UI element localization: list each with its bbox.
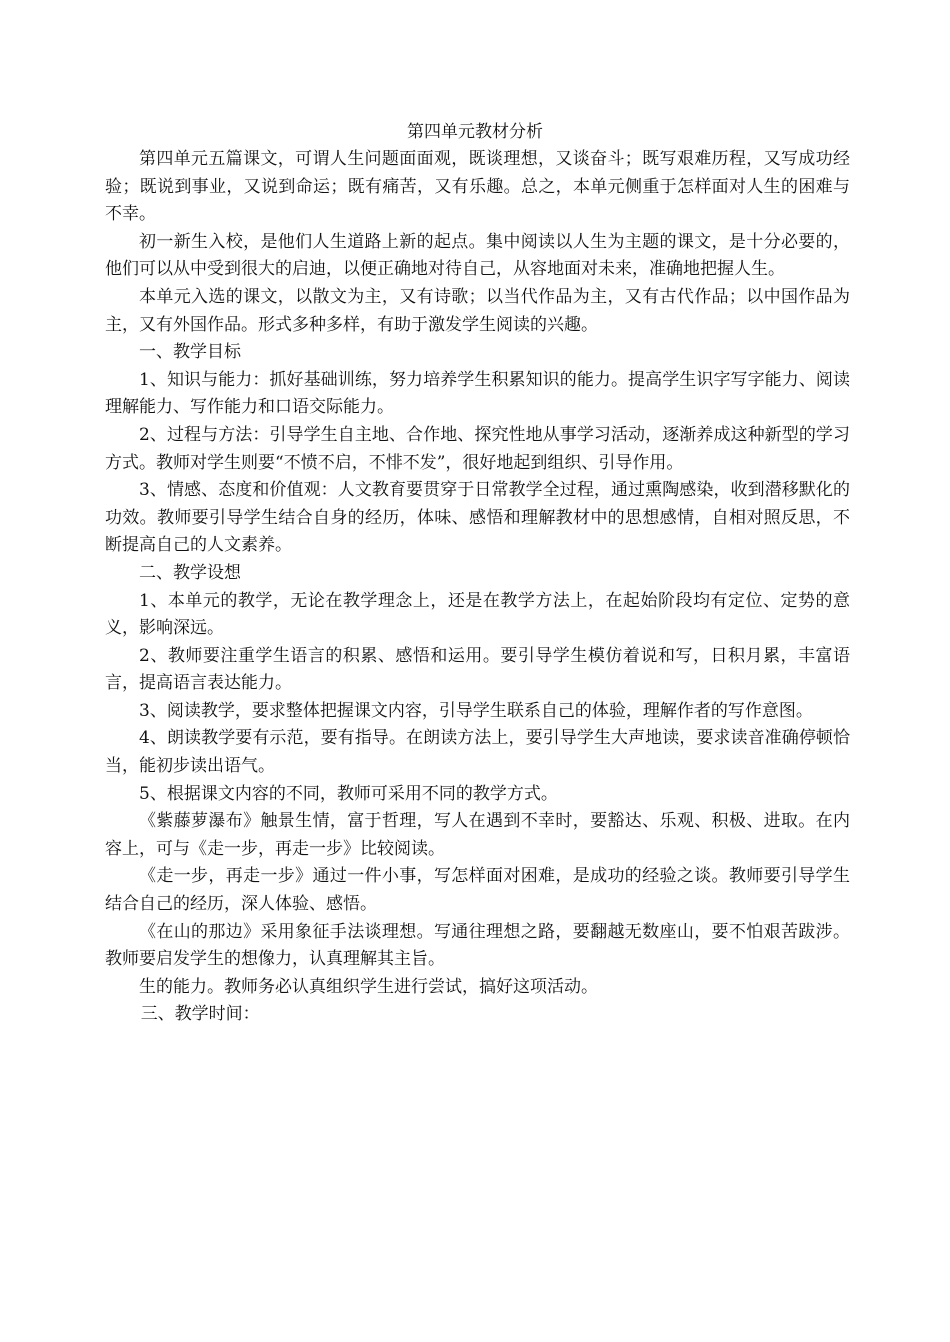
text-note-mountain: 《在山的那边》采用象征手法谈理想。写通往理想之路，要翻越无数座山，要不怕艰苦跋涉。教师要启发学生的想像力，认真理解其主旨。 — [105, 921, 850, 970]
goal-process-method: 2、过程与方法：引导学生自主地、合作地、探究性地从事学习活动，逐渐养成这种新型的学习方式。教师对学生则要“不愤不启，不悱不发”，很好地起到组织、引导作用。 — [105, 424, 850, 473]
paragraph-selected-texts: 本单元入选的课文，以散文为主，又有诗歌；以当代作品为主，又有古代作品；以中国作品为主，又有外国作品。形式多种多样，有助于激发学生阅读的兴趣。 — [105, 286, 850, 335]
paragraph-intro: 第四单元五篇课文，可谓人生问题面面观，既谈理想，又谈奋斗；既写艰难历程，又写成功经验；既说到事业，又说到命运；既有痛苦，又有乐趣。总之，本单元侧重于怎样面对人生的困难与不幸。 — [105, 149, 850, 225]
text-note-one-step: 《走一步，再走一步》通过一件小事，写怎样面对困难，是成功的经验之谈。教师要引导学生结合自己的经历，深人体验、感悟。 — [105, 866, 850, 915]
plan-item-5: 5、根据课文内容的不同，教师可采用不同的教学方式。 — [139, 783, 558, 804]
document-title: 第四单元教材分析 — [407, 122, 543, 142]
plan-item-1: 1、本单元的教学，无论在教学理念上，还是在教学方法上，在起始阶段均有定位、定势的意义，影响深远。 — [105, 590, 850, 639]
goal-knowledge-ability: 1、知识与能力：抓好基础训练，努力培养学生积累知识的能力。提高学生识字写字能力、阅读理解能力、写作能力和口语交际能力。 — [105, 369, 850, 418]
plan-item-2: 2、教师要注重学生语言的积累、感悟和运用。要引导学生模仿着说和写，日积月累，丰富语言，提高语言表达能力。 — [105, 645, 850, 694]
section-heading-teaching-goals: 一、教学目标 — [139, 342, 241, 363]
paragraph-new-students: 初一新生入校，是他们人生道路上新的起点。集中阅读以人生为主题的课文，是十分必要的，他们可以从中受到很大的启迪，以便正确地对待自己，从容地面对未来，准确地把握人生。 — [105, 231, 850, 280]
text-note-wisteria: 《紫藤萝瀑布》触景生情，富于哲理，写人在遇到不幸时，要豁达、乐观、积极、进取。在内容上，可与《走一步，再走一步》比较阅读。 — [105, 811, 850, 859]
document-body — [105, 146, 850, 1029]
plan-item-4: 4、朗读教学要有示范，要有指导。在朗读方法上，要引导学生大声地读，要求读音准确停顿恰当，能初步读出语气。 — [105, 728, 850, 777]
section-heading-teaching-plan: 二、教学设想 — [139, 562, 241, 583]
section-heading-teaching-time: 三、教学时间： — [140, 1004, 260, 1025]
goal-emotion-values: 3、情感、态度和价值观：人文教育要贯穿于日常教学全过程，通过熏陶感染，收到潜移默化的功效。教师要引导学生结合自身的经历，体味、感悟和理解教材中的思想感情，自相对照反思，不断提高自己的人文素养。 — [105, 480, 850, 556]
plan-item-3: 3、阅读教学，要求整体把握课文内容，引导学生联系自己的体验，理解作者的写作意图。 — [139, 700, 813, 721]
paragraph-activity: 生的能力。教师务必认真组织学生进行尝试，搞好这项活动。 — [139, 976, 598, 997]
